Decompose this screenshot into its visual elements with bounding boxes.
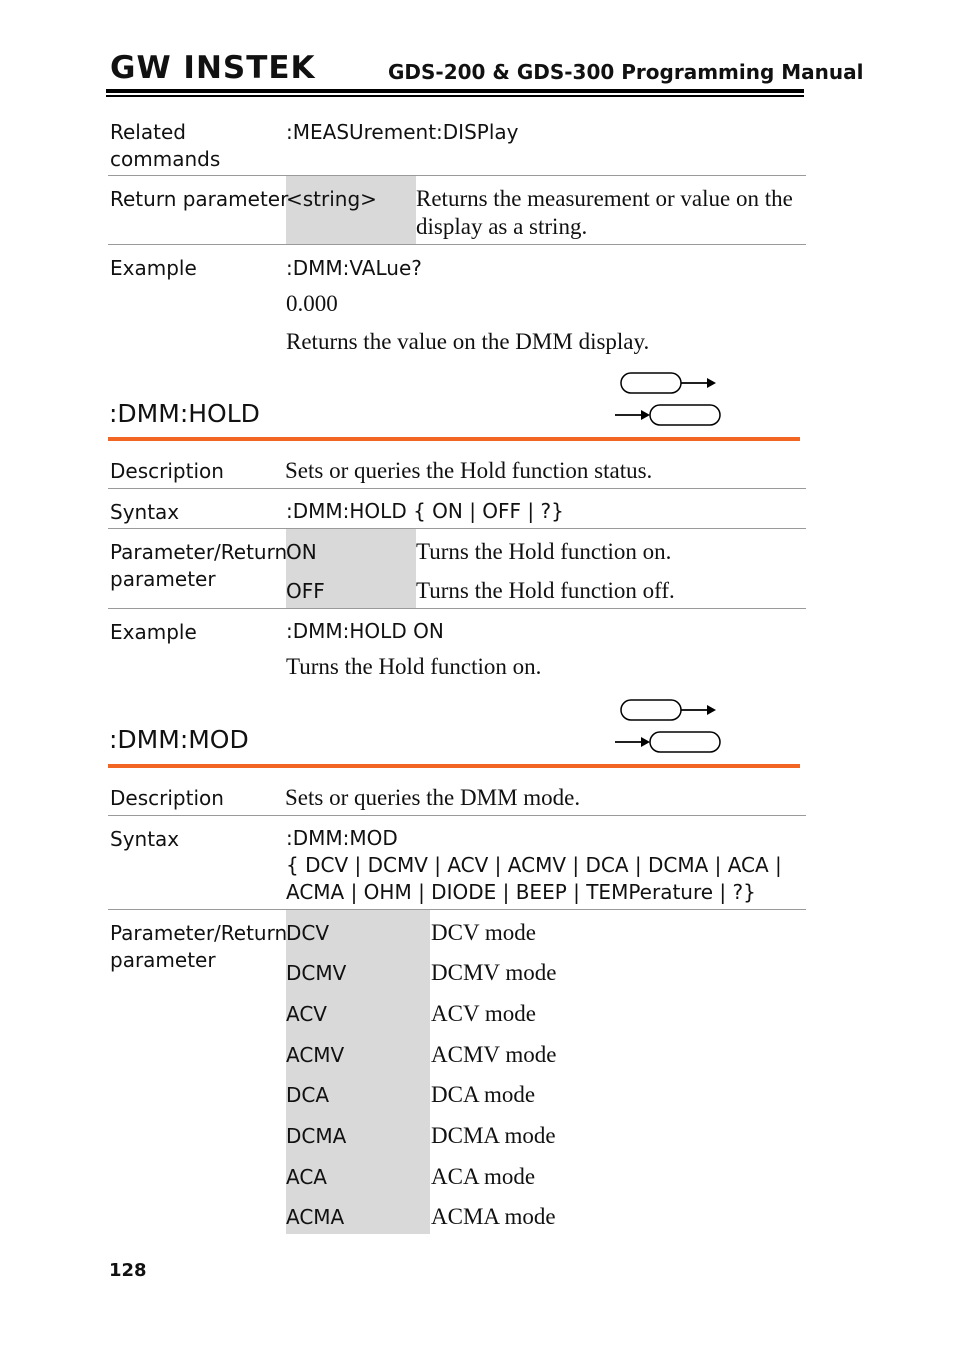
hold-description-label: Description <box>110 459 224 483</box>
hold-param-off: OFF <box>286 579 325 603</box>
mod-param-desc: DCMV mode <box>431 960 557 985</box>
example-command: :DMM:VALue? <box>286 256 422 280</box>
hold-param-on-desc: Turns the Hold function on. <box>416 539 672 564</box>
mod-param-desc: DCA mode <box>431 1082 536 1107</box>
manual-title: GDS-200 & GDS-300 Programming Manual <box>388 60 864 84</box>
mod-param-name: DCMA <box>286 1124 347 1148</box>
return-parameter-type: <string> <box>286 187 377 211</box>
mod-param-desc: DCMA mode <box>431 1123 556 1148</box>
example-description: Returns the value on the DMM display. <box>286 329 650 354</box>
section-rule <box>108 437 800 441</box>
set-query-icon <box>612 697 724 757</box>
mod-description: Sets or queries the DMM mode. <box>285 785 581 810</box>
mod-param-desc: DCV mode <box>431 920 536 945</box>
divider <box>108 815 806 816</box>
divider <box>108 244 806 245</box>
mod-param-desc: ACA mode <box>431 1164 536 1189</box>
hold-example-label: Example <box>110 620 197 644</box>
divider <box>108 528 806 529</box>
divider <box>108 608 806 609</box>
section-rule <box>108 764 800 768</box>
related-commands-value: :MEASUrement:DISPlay <box>286 120 519 144</box>
hold-description: Sets or queries the Hold function status. <box>285 458 653 483</box>
mod-param-name: ACV <box>286 1002 327 1026</box>
mod-param-desc: ACMA mode <box>431 1204 556 1229</box>
related-commands-label: Related commands <box>110 120 221 171</box>
mod-param-name: ACMA <box>286 1205 345 1229</box>
mod-param-name: DCMV <box>286 961 347 985</box>
page-number: 128 <box>109 1260 147 1281</box>
example-label: Example <box>110 256 197 280</box>
hold-syntax: :DMM:HOLD { ON | OFF | ?} <box>286 499 564 523</box>
hold-syntax-label: Syntax <box>110 500 180 524</box>
mod-description-label: Description <box>110 786 224 810</box>
mod-syntax: :DMM:MOD { DCV | DCMV | ACV | ACMV | DCA | DCMA | ACA | ACMA | OHM | DIODE | BEEP | TEMPerature | ?} <box>286 826 782 904</box>
set-query-icon <box>612 370 724 430</box>
section-title-hold: :DMM:HOLD <box>109 399 260 428</box>
mod-param-name: ACMV <box>286 1043 345 1067</box>
divider <box>108 488 806 489</box>
mod-param-desc: ACV mode <box>431 1001 536 1026</box>
mod-param-name: DCV <box>286 921 330 945</box>
header-rule-thick <box>106 89 804 93</box>
brand-logo: GW INSTEK <box>110 50 316 86</box>
example-result: 0.000 <box>286 291 338 316</box>
mod-syntax-label: Syntax <box>110 827 180 851</box>
divider <box>108 175 806 176</box>
mod-param-label: Parameter/Return parameter <box>110 921 288 972</box>
mod-param-desc: ACMV mode <box>431 1042 557 1067</box>
hold-example-command: :DMM:HOLD ON <box>286 619 444 643</box>
section-title-mod: :DMM:MOD <box>109 725 249 754</box>
mod-param-name: ACA <box>286 1165 327 1189</box>
mod-param-name: DCA <box>286 1083 330 1107</box>
hold-example-description: Turns the Hold function on. <box>286 654 542 679</box>
return-parameter-description: Returns the measurement or value on the display as a string. <box>416 186 793 239</box>
hold-param-label: Parameter/Return parameter <box>110 540 288 591</box>
hold-param-on: ON <box>286 540 317 564</box>
divider <box>108 909 806 910</box>
header-rule-thin <box>106 95 804 97</box>
hold-param-off-desc: Turns the Hold function off. <box>416 578 675 603</box>
return-parameter-label: Return parameter <box>110 187 289 211</box>
